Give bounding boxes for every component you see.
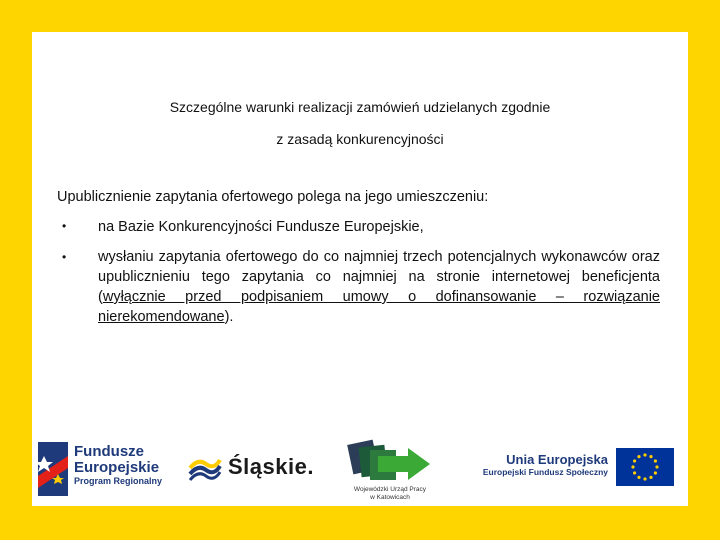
logo-strip [32, 432, 688, 506]
wup-logo [344, 436, 436, 506]
fe-sub: Program Regionalny [74, 476, 163, 486]
bullet-dot-icon: • [62, 219, 67, 233]
slaskie-text: Śląskie. [228, 454, 314, 479]
bullet-item-2-text [78, 247, 660, 327]
fe-flag-icon [38, 442, 68, 496]
fe-line2: Europejskie [74, 459, 160, 476]
slide-title-line1: Szczególne warunki realizacji zamówień udzielanych zgodnie [169, 99, 551, 115]
bullet-item-1-text: na Bazie Konkurencyjności Fundusze Europejskie, [98, 219, 424, 235]
slaskie-wave-icon [188, 454, 222, 484]
unia-europejska-logo [478, 448, 678, 492]
bullet-item-2 [62, 247, 660, 327]
ue-title: Unia Europejska [506, 452, 608, 467]
eu-flag-icon [616, 448, 674, 486]
wup-line2: w Katowicach [370, 494, 410, 501]
wup-arrow-icon [344, 436, 434, 484]
fe-line1: Fundusze [74, 443, 144, 460]
intro-bold: Upublicznienie zapytania ofertowego [57, 189, 294, 205]
slaskie-logo [188, 452, 318, 488]
ue-sub: Europejski Fundusz Społeczny [482, 467, 608, 477]
wup-line1: Wojewódzki Urząd Pracy [353, 486, 427, 493]
slide [32, 32, 688, 506]
fundusze-europejskie-logo [38, 442, 183, 496]
bullet-item-2-plain: wysłaniu zapytania ofertowego do co najmniej trzech potencjalnych wykonawców oraz upublicznieniu tego zapytania co najmniej na stronie internetowej beneficjenta ( [98, 249, 660, 305]
bullet-item-2-end: ). [224, 309, 234, 325]
intro-rest: polega na jego umieszczeniu: [293, 189, 489, 205]
slide-title-line2: z zasadą konkurencyjności [276, 131, 444, 147]
intro-paragraph [57, 189, 660, 205]
bullet-dot-icon: • [62, 250, 67, 264]
bullet-item-2-underlined: wyłącznie przed podpisaniem umowy o dofinansowanie – rozwiązanie nierekomendowane [98, 289, 660, 325]
bullet-item-1 [62, 219, 660, 235]
